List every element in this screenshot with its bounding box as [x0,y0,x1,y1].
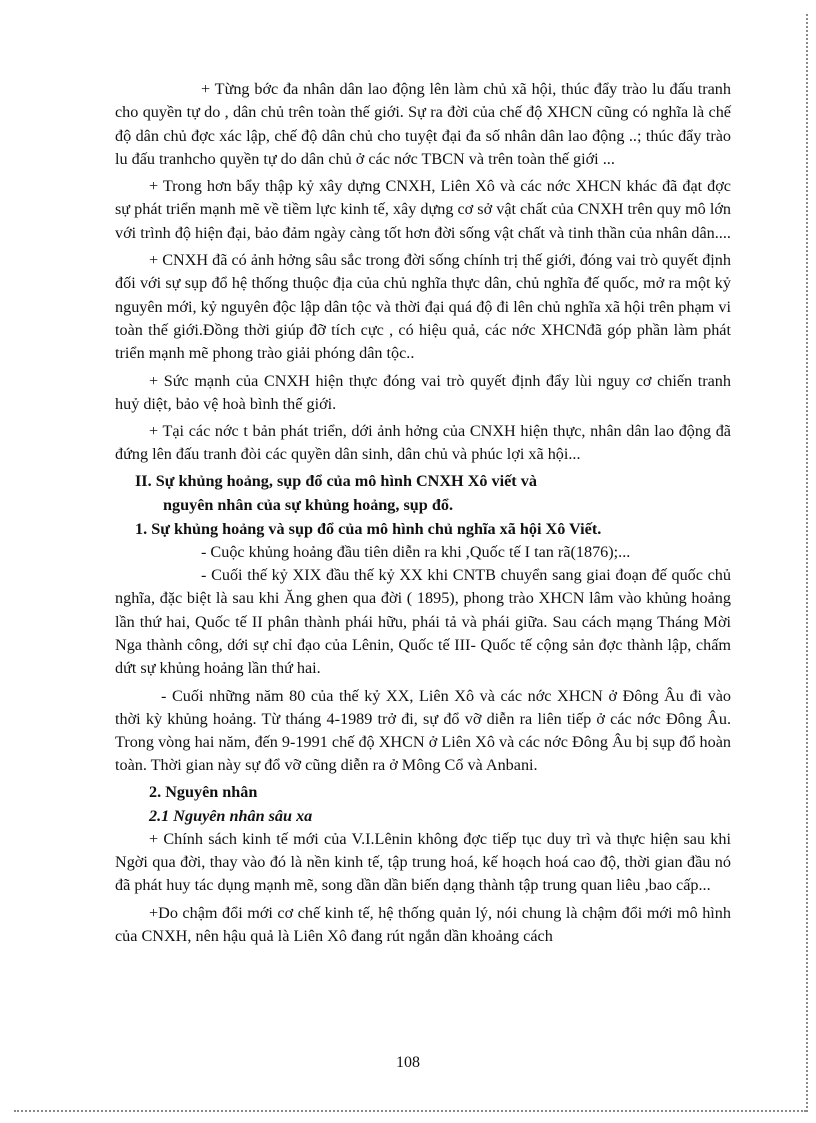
paragraph-slow-reform: +Do chậm đổi mới cơ chế kinh tế, hệ thống quản lý, nói chung là chậm đổi mới mô hình của CNXH, nên hậu quả là Liên Xô đang rút ngắn dần khoảng cách [115,903,731,945]
paragraph-capitalist-countries: + Tại các nớc t bản phát triển, dới ảnh hởng của CNXH hiện thực, nhân dân lao động đã đứng lên đấu tranh đòi các quyền dân sinh, dân chủ và phúc lợi xã hội... [115,422,731,464]
subsection-heading-crisis: 1. Sự khủng hoảng và sụp đổ của mô hình chủ nghĩa xã hội Xô Viết. [135,519,602,538]
paragraph-third-crisis: - Cuối những năm 80 của thế kỷ XX, Liên Xô và các nớc XHCN ở Đông Âu đi vào thời kỳ khủng hoảng. Từ tháng 4-1989 trở đi, sự đổ vỡ diễn ra liên tiếp ở các nớc Đông Âu. Trong vòng hai năm, đến 9-1991 chế độ XHCN ở Liên Xô và các nớc Đông Âu bị sụp đổ hoàn toàn. Thời gian này sự đổ vỡ cũng diễn ra ở Mông Cổ và Anbani. [115,686,731,775]
page-border-right [806,14,808,1112]
paragraph-economic-development: + Trong hơn bẩy thập kỷ xây dựng CNXH, Liên Xô và các nớc XHCN khác đã đạt đợc sự phát triển mạnh mẽ về tiềm lực kinh tế, xây dựng cơ sở vật chất của CNXH trên quy mô lớn với trình độ hiện đại, bảo đảm ngày càng tốt hơn đời sống vật chất và tinh thần của nhân dân.... [115,177,731,242]
paragraph-second-crisis: - Cuối thế kỷ XIX đầu thế kỷ XX khi CNTB chuyển sang giai đoạn đế quốc chủ nghĩa, đặc biệt là sau khi Ăng ghen qua đời ( 1895), phong trào XHCN lâm vào khủng hoảng lần thứ hai, Quốc tế II phân thành phái hữu, phái tả và phái giữa. Sau cách mạng Tháng Mời Nga thành công, dới sự chỉ đạo của Lênin, Quốc tế III- Quốc tế cộng sản đợc thành lập, chấm dứt sự khủng hoảng lần thứ hai. [115,566,731,678]
page-border-bottom [14,1110,806,1112]
section-heading-line2: nguyên nhân của sự khủng hoảng, sụp đổ. [163,495,453,514]
subsection-heading-causes: 2. Nguyên nhân [149,782,258,801]
paragraph-nep: + Chính sách kinh tế mới của V.I.Lênin không đợc tiếp tục duy trì và thực hiện sau khi Ngời qua đời, thay vào đó là nền kinh tế, tập trung hoá, kế hoạch hoá cao độ, thời gian đầu nó đã phát huy tác dụng mạnh mẽ, song dần dần biến dạng thành tập trung quan liêu ,bao cấp... [115,829,731,895]
subsection-heading-deep-causes: 2.1 Nguyên nhân sâu xa [149,806,313,825]
paragraph-first-crisis: - Cuộc khủng hoảng đầu tiên diễn ra khi ,Quốc tế I tan rã(1876);... [201,542,631,561]
page-number: 108 [396,1054,420,1071]
body-text [115,78,731,948]
paragraph-peace: + Sức mạnh của CNXH hiện thực đóng vai trò quyết định đẩy lùi nguy cơ chiến tranh huỷ diệt, bảo vệ hoà bình thế giới. [115,371,731,413]
paragraph-world-politics: + CNXH đã có ảnh hởng sâu sắc trong đời sống chính trị thế giới, đóng vai trò quyết định đối với sự sụp đổ hệ thống thuộc địa của chủ nghĩa thực dân, chủ nghĩa đế quốc, mở ra một kỷ nguyên mới, kỷ nguyên độc lập dân tộc và thời đại quá độ đi lên chủ nghĩa xã hội trên phạm vi toàn thế giới.Đồng thời giúp đỡ tích cực , có hiệu quả, các nớc XHCNđã góp phần làm phát triển mạnh mẽ phong trào giải phóng dân tộc.. [115,251,731,363]
section-heading-line1: II. Sự khủng hoảng, sụp đổ của mô hình CNXH Xô viết và [135,471,537,490]
paragraph-democracy: + Từng bớc đa nhân dân lao động lên làm chủ xã hội, thúc đẩy trào lu đấu tranh cho quyền tự do , dân chủ trên toàn thế giới. Sự ra đời của chế độ XHCN cũng có nghĩa là chế độ dân chủ đợc xác lập, chế độ dân chủ cho tuyệt đại đa số nhân dân lao động ..; thúc đẩy trào lu đấu tranhcho quyền tự do dân chủ ở các nớc TBCN và trên toàn thế giới ... [115,80,731,168]
